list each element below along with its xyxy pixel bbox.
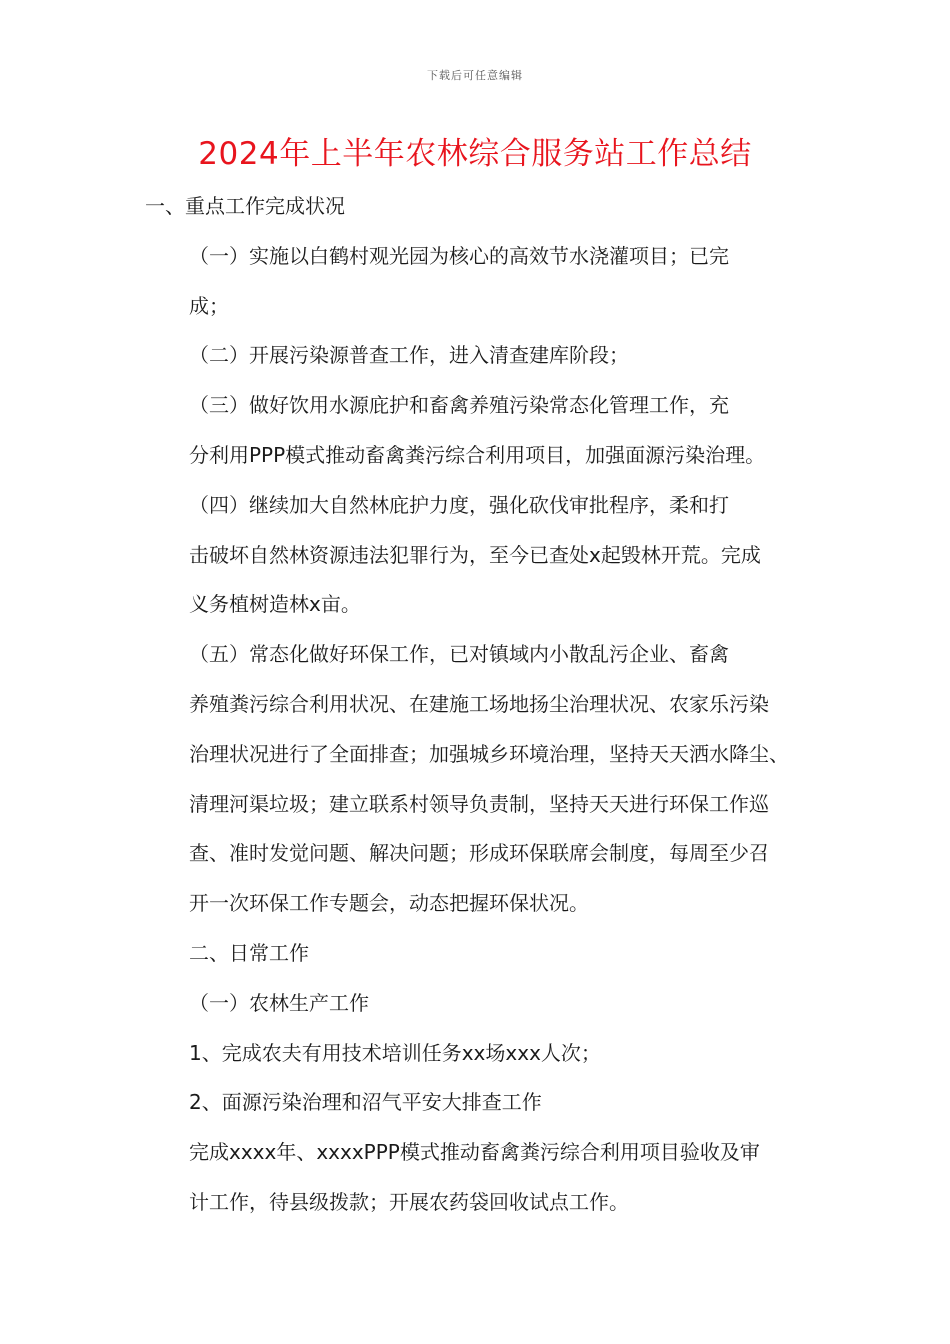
paragraph-line: 1、完成农夫有用技术培训任务xx场xxx人次； bbox=[189, 1040, 601, 1065]
paragraph-item-2-1-2 bbox=[145, 1078, 815, 1128]
paragraph-line: 二、日常工作 bbox=[189, 940, 309, 965]
paragraph-line: 一、重点工作完成状况 bbox=[145, 194, 345, 218]
paragraph-line: 义务植树造林x亩。 bbox=[189, 592, 361, 617]
paragraph-line: （一）农林生产工作 bbox=[189, 990, 369, 1015]
document-body bbox=[145, 182, 815, 1228]
paragraph-line: 养殖粪污综合利用状况、在建施工场地扬尘治理状况、农家乐污染 bbox=[189, 691, 769, 716]
paragraph-line: 成； bbox=[189, 293, 229, 318]
header-note: 下载后可任意编辑 bbox=[427, 69, 523, 82]
paragraph-line: 查、准时发觉问题、解决问题；形成环保联席会制度，每周至少召 bbox=[189, 841, 769, 866]
paragraph-line: （四）继续加大自然林庇护力度，强化砍伐审批程序，柔和打 bbox=[189, 492, 729, 517]
paragraph-line: 计工作，待县级拨款；开展农药袋回收试点工作。 bbox=[189, 1189, 629, 1214]
paragraph-item-2-1 bbox=[145, 979, 815, 1029]
paragraph-line: （二）开展污染源普查工作，进入清查建库阶段； bbox=[189, 343, 629, 368]
paragraph-item-1-1 bbox=[145, 232, 815, 332]
paragraph-item-1-2 bbox=[145, 331, 815, 381]
paragraph-item-1-5 bbox=[145, 630, 815, 929]
paragraph-line: 击破坏自然林资源违法犯罪行为，至今已查处x起毁林开荒。完成 bbox=[189, 542, 761, 567]
paragraph-line: （三）做好饮用水源庇护和畜禽养殖污染常态化管理工作，充 bbox=[189, 393, 729, 418]
paragraph-line: （五）常态化做好环保工作，已对镇域内小散乱污企业、畜禽 bbox=[189, 642, 729, 667]
paragraph-section1-heading bbox=[145, 182, 815, 232]
paragraph-line: 治理状况进行了全面排查；加强城乡环境治理，坚持天天洒水降尘、 bbox=[189, 741, 789, 766]
paragraph-item-2-1-3 bbox=[145, 1128, 815, 1228]
paragraph-line: （一）实施以白鹤村观光园为核心的高效节水浇灌项目；已完 bbox=[189, 243, 729, 268]
paragraph-line: 2、面源污染治理和沼气平安大排查工作 bbox=[189, 1090, 542, 1115]
paragraph-line: 清理河渠垃圾；建立联系村领导负责制，坚持天天进行环保工作巡 bbox=[189, 791, 769, 816]
paragraph-section2-heading bbox=[145, 929, 815, 979]
paragraph-line: 开一次环保工作专题会，动态把握环保状况。 bbox=[189, 891, 589, 916]
paragraph-item-1-3 bbox=[145, 381, 815, 481]
paragraph-line: 完成xxxx年、xxxxPPP模式推动畜禽粪污综合利用项目验收及审 bbox=[189, 1140, 760, 1165]
paragraph-item-2-1-1 bbox=[145, 1029, 815, 1079]
document-title: 2024年上半年农林综合服务站工作总结 bbox=[198, 136, 752, 172]
paragraph-item-1-4 bbox=[145, 481, 815, 630]
paragraph-line: 分利用PPP模式推动畜禽粪污综合利用项目，加强面源污染治理。 bbox=[189, 442, 766, 467]
